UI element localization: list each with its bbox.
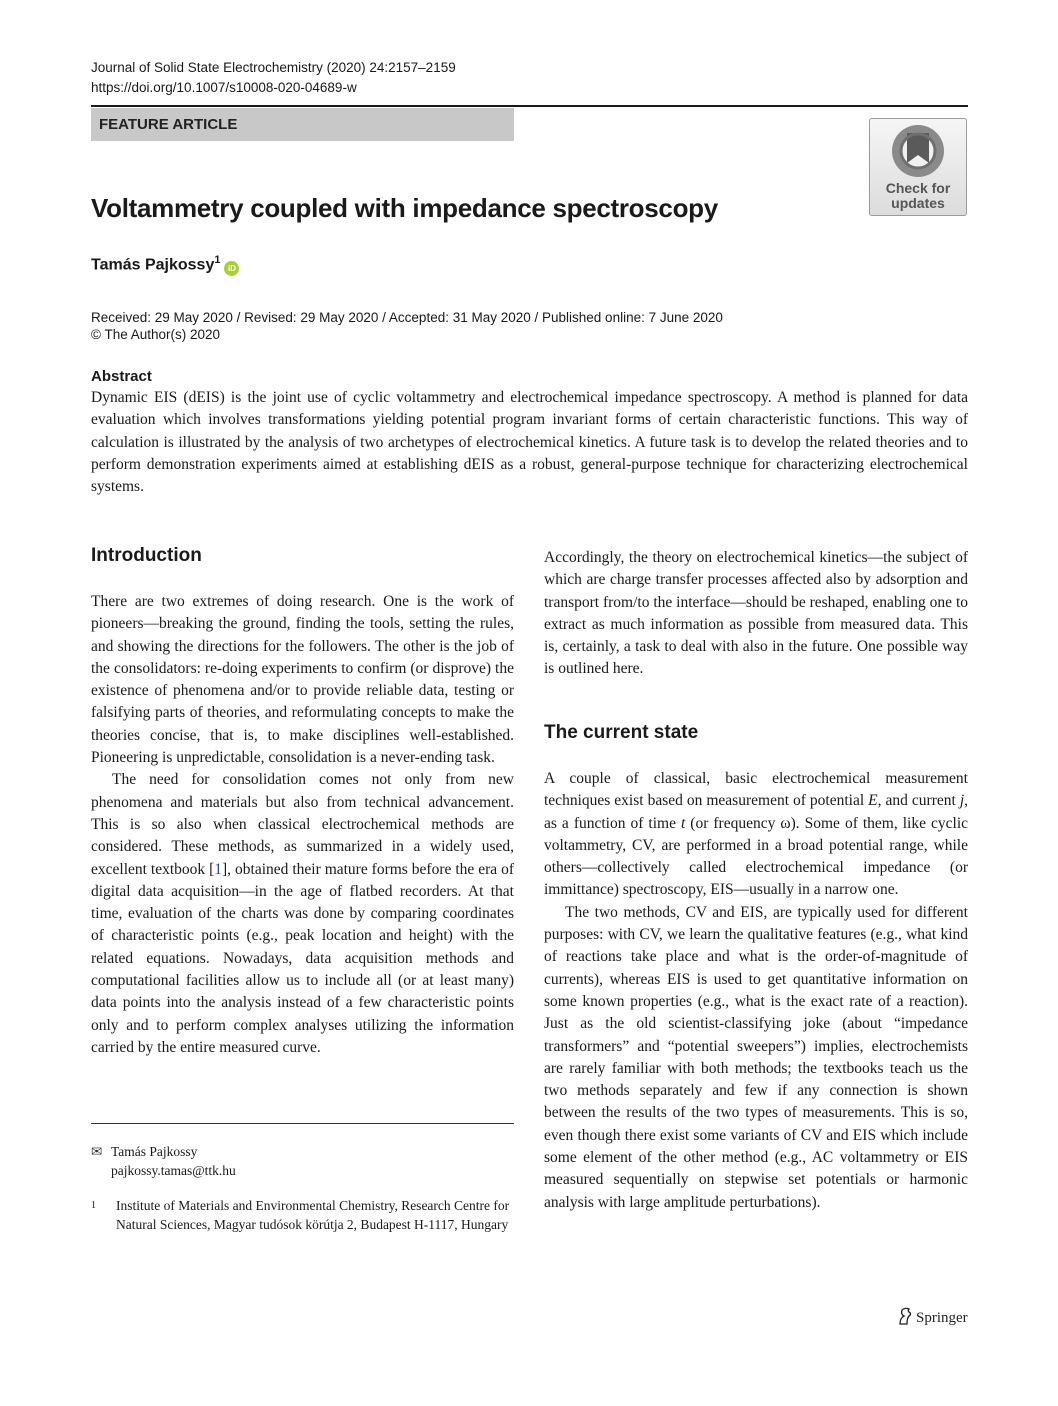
contact-name: Tamás Pajkossy [111, 1144, 198, 1159]
publisher-logo [897, 1307, 968, 1327]
envelope-icon: ✉ [91, 1144, 103, 1159]
publisher-name: Springer [916, 1310, 968, 1326]
abstract-text: Dynamic EIS (dEIS) is the joint use of cyclic voltammetry and electrochemical impedance spectroscopy. A method is planned for data evaluation which involves transformations yielding potential program invariant forms of certain characteristic functions. This way of calculation is illustrated by the analysis of two archetypes of electrochemical kinetics. A future task is to develop the related theories and to perform demonstration experiments aimed at establishing dEIS as a robust, general-purpose technique for characterizing electrochemical systems. [91, 389, 968, 496]
left-column [91, 591, 514, 1059]
abstract-heading: Abstract [91, 368, 152, 385]
author-name[interactable]: Tamás Pajkossy [91, 256, 215, 274]
article-title: Voltammetry coupled with impedance spectroscopy [91, 193, 718, 223]
right-column-top [544, 547, 968, 681]
right-column-bottom [544, 768, 968, 1214]
doi-link[interactable]: https://doi.org/10.1007/s10008-020-04689-w [91, 80, 357, 95]
article-type-banner: FEATURE ARTICLE [91, 108, 514, 141]
affiliation-text: Institute of Materials and Environmental Chemistry, Research Centre for Natural Sciences, Magyar tudósok körútja 2, Budapest H-1117, Hungary [116, 1198, 510, 1232]
affiliation-footnote [91, 1196, 514, 1234]
current-state-paragraph-2: The two methods, CV and EIS, are typically used for different purposes: with CV, we learn the qualitative features (e.g., what kind of reactions take place and what is the order-of-magnitude of currents), whereas EIS is used to get quantitative information on some known properties (e.g., what is the exact rate of a reaction). Just as the old scientist-classifying joke (about “impedance transformers” and “potential sweepers”) implies, electrochemists are rarely familiar with both methods; the textbooks teach us the two methods separately and few if any connection is shown between the results of the two types of measurements. This is so, even though there exist some variants of CV and EIS which include some element of the other method (e.g., AC voltammetry or EIS measured sequentially on stepwise set potentials or harmonic analysis with large amplitude perturbations). [544, 903, 968, 1211]
check-for-updates-badge[interactable] [869, 118, 967, 216]
introduction-heading: Introduction [91, 545, 202, 566]
orcid-icon[interactable]: iD [224, 261, 239, 276]
affiliation-number: 1 [91, 1200, 96, 1211]
journal-header [91, 58, 456, 98]
corresponding-author [91, 1142, 236, 1180]
check-updates-line2: updates [891, 195, 945, 211]
author-affil-mark: 1 [214, 254, 221, 266]
header-divider [91, 105, 968, 107]
copyright-line: © The Author(s) 2020 [91, 327, 221, 342]
check-updates-icon [890, 123, 946, 179]
current-state-paragraph-1: A couple of classical, basic electrochemical measurement techniques exist based on measurement of potential E, and current j, as a function of time t (or frequency ω). Some of them, like cyclic voltammetry, CV, are performed in a broad potential range, while others—collectively called electrochemical impedance (or immittance) spectroscopy, EIS—usually in a narrow one. [544, 770, 969, 899]
check-updates-line1: Check for [885, 180, 951, 196]
journal-citation: Journal of Solid State Electrochemistry (2020) 24:2157–2159 [91, 60, 456, 75]
author-line [91, 254, 239, 276]
intro-paragraph-3: Accordingly, the theory on electrochemical kinetics—the subject of which are charge transfer processes affected also by adsorption and transport from/to the interface—should be reshaped, enabling one to extract as much information as possible from measured data. This is, certainly, a task to deal with also in the future. One possible way is outlined here. [544, 549, 968, 678]
current-state-heading: The current state [544, 722, 699, 743]
footnote-divider [91, 1123, 514, 1124]
reference-link[interactable]: 1 [214, 860, 223, 878]
springer-horse-icon [897, 1307, 913, 1325]
intro-paragraph-1: There are two extremes of doing research. One is the work of pioneers—breaking the ground, finding the tools, setting the rules, and showing the directions for the followers. The other is the job of the consolidators: re-doing experiments to confirm (or disprove) the existence of phenomena and/or to provide reliable data, testing or falsifying parts of theories, and reformulating concepts to make the theories concise, that is, to make disciplines well-established. Pioneering is unpredictable, consolidation is a never-ending task. [91, 593, 514, 767]
intro-paragraph-2: The need for consolidation comes not only from new phenomena and materials but also from technical advancement. This is so also when classical electrochemical methods are considered. These methods, as summarized in a widely used, excellent textbook [1], obtained their mature forms before the era of digital data acquisition—in the age of flatbed recorders. At that time, evaluation of the charts was done by comparing coordinates of characteristic points (e.g., peak location and height) with the related equations. Nowadays, data acquisition methods and computational facilities allow us to include all (or at least many) data points into the analysis instead of a few characteristic points only and to perform complex analyses utilizing the information carried by the entire measured curve. [91, 771, 515, 1056]
publication-dates: Received: 29 May 2020 / Revised: 29 May 2020 / Accepted: 31 May 2020 / Published online: 7 June 2020 [91, 310, 723, 325]
contact-email[interactable]: pajkossy.tamas@ttk.hu [111, 1163, 236, 1178]
